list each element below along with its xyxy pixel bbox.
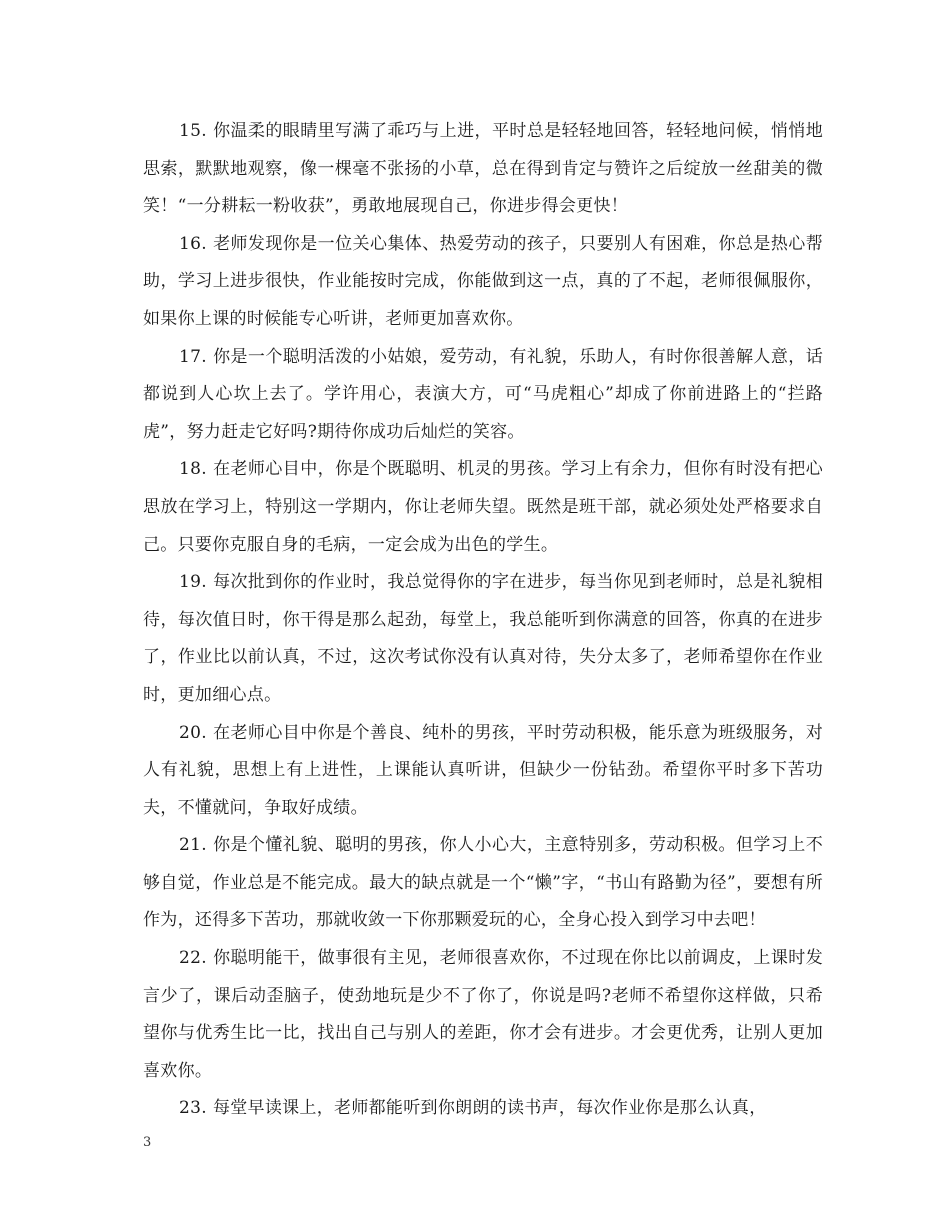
paragraph-number: 17. [179, 346, 207, 367]
paragraph-21 [143, 827, 823, 940]
paragraph-number: 16. [179, 233, 207, 254]
document-body [143, 113, 823, 1128]
paragraph-text: 你聪明能干，做事很有主见，老师很喜欢你，不过现在你比以前调皮，上课时发言少了，课后动歪脑子，使劲地玩是少不了你了，你说是吗?老师不希望你这样做，只希望你与优秀生比一比，找出自己与别人的差距，你才会有进步。才会更优秀，让别人更加喜欢你。 [143, 948, 823, 1081]
paragraph-15 [143, 113, 823, 226]
paragraph-text: 在老师心目中，你是个既聪明、机灵的男孩。学习上有余力，但你有时没有把心思放在学习上，特别这一学期内，你让老师失望。既然是班干部，就必须处处严格要求自己。只要你克服自身的毛病，一定会成为出色的学生。 [143, 459, 823, 555]
paragraph-18 [143, 451, 823, 564]
page-number: 3 [143, 1135, 152, 1150]
paragraph-number: 20. [179, 722, 207, 743]
paragraph-20 [143, 715, 823, 828]
paragraph-text: 每堂早读课上，老师都能听到你朗朗的读书声，每次作业你是那么认真， [212, 1098, 767, 1119]
paragraph-number: 21. [179, 835, 207, 856]
paragraph-number: 22. [179, 948, 207, 969]
paragraph-23 [143, 1090, 823, 1128]
paragraph-text: 你是一个聪明活泼的小姑娘，爱劳动，有礼貌，乐助人，有时你很善解人意，话都说到人心坎上去了。学许用心，表演大方，可“马虎粗心”却成了你前进路上的“拦路虎”，努力赶走它好吗?期待你成功后灿烂的笑容。 [143, 346, 823, 442]
paragraph-number: 23. [179, 1098, 207, 1119]
paragraph-number: 19. [179, 572, 207, 593]
paragraph-22 [143, 940, 823, 1090]
paragraph-number: 18. [179, 459, 207, 480]
paragraph-16 [143, 226, 823, 339]
paragraph-17 [143, 339, 823, 452]
paragraph-text: 你温柔的眼睛里写满了乖巧与上进，平时总是轻轻地回答，轻轻地问候，悄悄地思索，默默地观察，像一棵毫不张扬的小草，总在得到肯定与赞许之后绽放一丝甜美的微笑！“一分耕耘一粉收获”，勇敢地展现自己，你进步得会更快！ [143, 121, 823, 217]
paragraph-number: 15. [179, 121, 207, 141]
paragraph-19 [143, 564, 823, 714]
paragraph-text: 在老师心目中你是个善良、纯朴的男孩，平时劳动积极，能乐意为班级服务，对人有礼貌，思想上有上进性，上课能认真听讲，但缺少一份钻劲。希望你平时多下苦功夫，不懂就问，争取好成绩。 [143, 722, 823, 818]
paragraph-text: 老师发现你是一位关心集体、热爱劳动的孩子，只要别人有困难，你总是热心帮助，学习上进步很快，作业能按时完成，你能做到这一点，真的了不起，老师很佩服你，如果你上课的时候能专心听讲，老师更加喜欢你。 [143, 233, 823, 329]
paragraph-text: 你是个懂礼貌、聪明的男孩，你人小心大，主意特别多，劳动积极。但学习上不够自觉，作业总是不能完成。最大的缺点就是一个“懒”字，“书山有路勤为径”，要想有所作为，还得多下苦功，那就收敛一下你那颗爱玩的心，全身心投入到学习中去吧！ [143, 835, 823, 931]
paragraph-text: 每次批到你的作业时，我总觉得你的字在进步，每当你见到老师时，总是礼貌相待，每次值日时，你干得是那么起劲，每堂上，我总能听到你满意的回答，你真的在进步了，作业比以前认真，不过，这次考试你没有认真对待，失分太多了，老师希望你在作业时，更加细心点。 [143, 572, 823, 705]
